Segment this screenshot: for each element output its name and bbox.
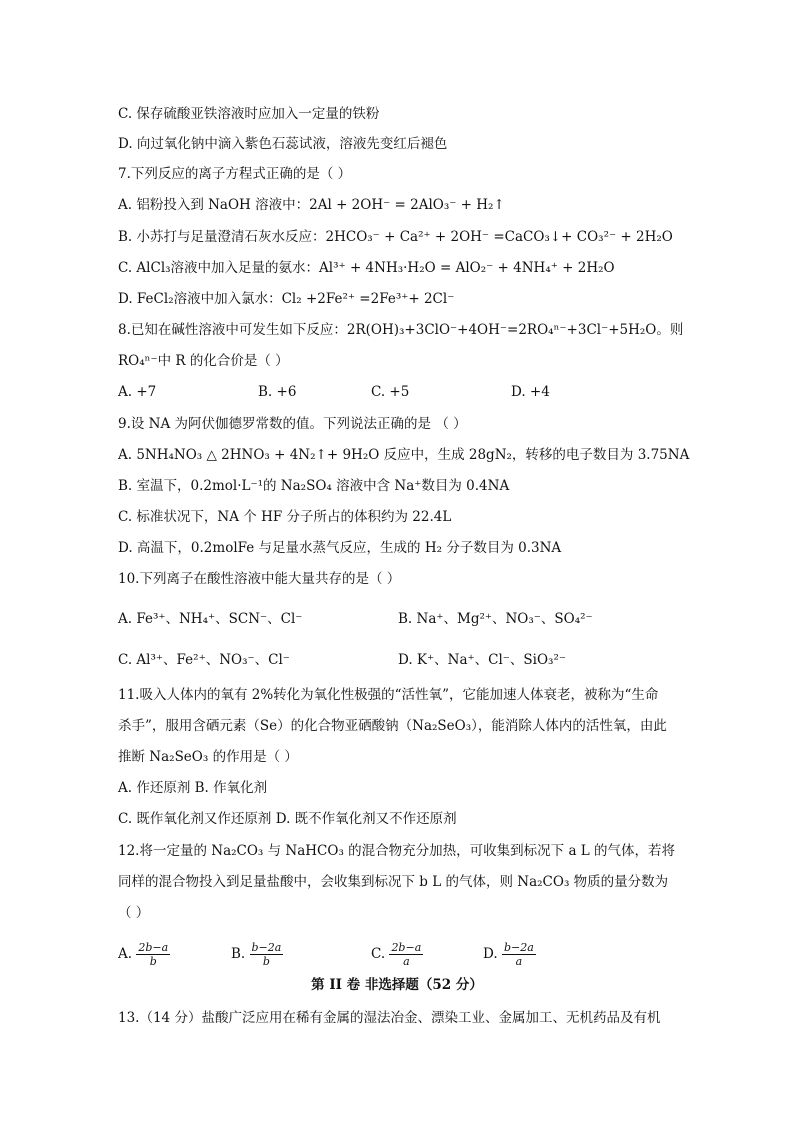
q7-option-c: C. AlCl₃溶液中加入足量的氨水：Al³⁺ + 4NH₃·H₂O = AlO₂⁻ + 4NH₄⁺ + 2H₂O: [118, 260, 615, 276]
q8-option-b: B. +6: [258, 384, 297, 400]
q12-option-a-numerator: 2b−a: [138, 941, 169, 954]
q12-options: [118, 933, 678, 967]
q10-option-b: B. Na⁺、Mg²⁺、NO₃⁻、SO₄²⁻: [398, 611, 593, 627]
q11-stem-cont: 杀手”，服用含硒元素（Se）的化合物亚硒酸钠（Na₂SeO₃），能消除人体内的活性氧，由此: [118, 718, 667, 734]
q12-option-a-letter: A.: [118, 946, 133, 962]
q7-option-b: B. 小苏打与足量澄清石灰水反应：2HCO₃⁻ + Ca²⁺ + 2OH⁻ =CaCO₃↓+ CO₃²⁻ + 2H₂O: [118, 229, 673, 245]
q7-option-a: A. 铝粉投入到 NaOH 溶液中：2Al + 2OH⁻ = 2AlO₃⁻ + H₂↑: [118, 197, 505, 213]
q11-stem-end: 推断 Na₂SeO₃ 的作用是（ ）: [118, 749, 298, 765]
q12-option-b-letter: B.: [231, 946, 246, 962]
q12-stem: 12.将一定量的 Na₂CO₃ 与 NaHCO₃ 的混合物充分加热，可收集到标况下 a L 的气体，若将: [118, 843, 676, 859]
q12-stem-cont: 同样的混合物投入到足量盐酸中，会收集到标况下 b L 的气体，则 Na₂CO₃ 物质的量分数为: [118, 874, 669, 890]
q9-option-c: C. 标准状况下，NA 个 HF 分子所占的体积约为 22.4L: [118, 509, 452, 525]
q12-option-d-denominator: a: [515, 955, 523, 968]
q9-option-d: D. 高温下，0.2molFe 与足量水蒸气反应，生成的 H₂ 分子数目为 0.3NA: [118, 540, 562, 556]
q12-option-d-letter: D.: [483, 946, 498, 962]
section-heading: 第 II 卷 非选择题（52 分）: [311, 977, 483, 993]
q8-stem-cont: RO₄ⁿ⁻中 R 的化合价是（ ）: [118, 353, 289, 369]
q12-option-b-denominator: b: [262, 955, 270, 968]
q7-option-d: D. FeCl₂溶液中加入氯水：Cl₂ +2Fe²⁺ =2Fe³⁺+ 2Cl⁻: [118, 291, 455, 307]
q12-option-c: [371, 941, 423, 968]
q7-stem: 7.下列反应的离子方程式正确的是（ ）: [118, 166, 352, 182]
q12-stem-end: （ ）: [118, 905, 150, 921]
q12-option-c-denominator: a: [403, 955, 410, 968]
q11-options-ab: A. 作还原剂 B. 作氧化剂: [118, 780, 268, 796]
q8-option-c: C. +5: [371, 384, 410, 400]
q12-option-c-numerator: 2b−a: [391, 941, 422, 954]
q6-option-d: D. 向过氧化钠中滴入紫色石蕊试液，溶液先变红后褪色: [118, 136, 448, 152]
q12-option-d-fraction: [502, 941, 536, 968]
q10-stem: 10.下列离子在酸性溶液中能大量共存的是（ ）: [118, 571, 401, 587]
q8-option-a: A. +7: [118, 384, 157, 400]
q12-option-d-numerator: b−2a: [503, 941, 534, 954]
q10-option-c: C. Al³⁺、Fe²⁺、NO₃⁻、Cl⁻: [118, 652, 290, 668]
q8-stem: 8.已知在碱性溶液中可发生如下反应：2R(OH)₃+3ClO⁻+4OH⁻=2RO₄ⁿ⁻+3Cl⁻+5H₂O。则: [118, 322, 684, 338]
q10-option-d: D. K⁺、Na⁺、Cl⁻、SiO₃²⁻: [398, 652, 566, 668]
q12-option-a-fraction: [136, 941, 170, 968]
q9-option-a: A. 5NH₄NO₃ △ 2HNO₃ + 4N₂↑+ 9H₂O 反应中，生成 28gN₂，转移的电子数目为 3.75NA: [118, 447, 690, 463]
q11-stem: 11.吸入人体内的氧有 2%转化为氧化性极强的“活性氧”，它能加速人体衰老，被称为“生命: [118, 687, 659, 703]
q8-option-d: D. +4: [511, 384, 550, 400]
q11-options-cd: C. 既作氧化剂又作还原剂 D. 既不作氧化剂又不作还原剂: [118, 811, 457, 827]
q12-option-c-fraction: [389, 941, 423, 968]
q12-option-d: [483, 941, 536, 968]
q13-stem: 13.（14 分）盐酸广泛应用在稀有金属的湿法冶金、漂染工业、金属加工、无机药品及有机: [118, 1010, 661, 1026]
q12-option-a: [118, 941, 170, 968]
q10-option-a: A. Fe³⁺、NH₄⁺、SCN⁻、Cl⁻: [118, 611, 303, 627]
q9-option-b: B. 室温下，0.2mol·L⁻¹的 Na₂SO₄ 溶液中含 Na⁺数目为 0.4NA: [118, 478, 510, 494]
q12-option-b-fraction: [250, 941, 284, 968]
q6-option-c: C. 保存硫酸亚铁溶液时应加入一定量的铁粉: [118, 106, 380, 122]
q9-stem: 9.设 NA 为阿伏伽德罗常数的值。下列说法正确的是 （ ）: [118, 416, 467, 432]
q12-option-b: [231, 941, 283, 968]
q12-option-b-numerator: b−2a: [251, 941, 282, 954]
q12-option-a-denominator: b: [149, 955, 157, 968]
q12-option-c-letter: C.: [371, 946, 386, 962]
